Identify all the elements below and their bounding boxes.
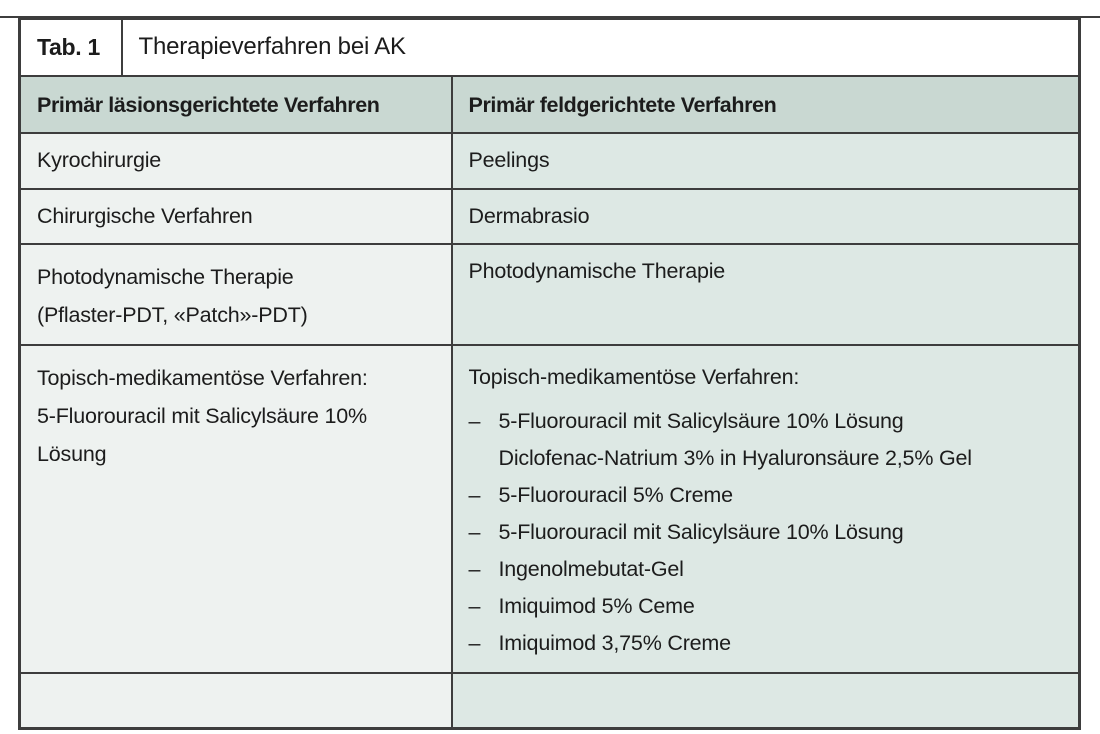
list-item	[469, 440, 1063, 477]
table-caption-label: Tab. 1	[20, 19, 122, 76]
list-item	[469, 588, 1063, 625]
list-item-dash: –	[468, 556, 481, 581]
cell-peelings	[452, 133, 1080, 189]
list-item-dash: –	[468, 519, 481, 544]
list-item-text: Diclofenac-Natrium 3% in Hyaluronsäure 2,5% Gel	[498, 445, 972, 470]
list-intro: Topisch-medikamentöse Verfahren:	[468, 364, 800, 389]
list-item-text: Imiquimod 3,75% Creme	[498, 630, 731, 655]
cell-text-line: (Pflaster-PDT, «Patch»-PDT)	[37, 302, 308, 327]
header-row	[20, 76, 1080, 133]
list-item-text: Ingenolmebutat-Gel	[498, 556, 684, 581]
table-row	[20, 244, 1080, 345]
table-row	[20, 345, 1080, 673]
table-caption-title: Therapieverfahren bei AK	[122, 19, 1080, 76]
cell-text-line: Lösung	[37, 441, 107, 466]
list-item-dash: –	[468, 408, 481, 433]
list-item-text: 5-Fluorouracil mit Salicylsäure 10% Lösung	[498, 519, 904, 544]
column-header-lesion-directed: Primär läsionsgerichtete Verfahren	[20, 76, 452, 133]
cell-text-line: Topisch-medikamentöse Verfahren:	[37, 365, 368, 390]
list-item-dash: –	[468, 482, 481, 507]
list-item	[469, 403, 1063, 440]
table-row	[20, 133, 1080, 189]
therapy-table	[18, 17, 1081, 730]
cell-text-line: Photodynamische Therapie	[37, 264, 294, 289]
cell-topisch-left	[20, 345, 452, 673]
table-row	[20, 189, 1080, 244]
list-item-dash: –	[468, 593, 481, 618]
cell-kyrochirurgie	[20, 133, 452, 189]
list-item-text: 5-Fluorouracil mit Salicylsäure 10% Lösung	[498, 408, 904, 433]
list-item	[469, 551, 1063, 588]
cell-topisch-right	[452, 345, 1080, 673]
cell-laserverfahren	[20, 673, 452, 729]
column-header-field-directed: Primär feldgerichtete Verfahren	[452, 76, 1080, 133]
list-item	[469, 477, 1063, 514]
cell-text: Chirurgische Verfahren	[37, 203, 253, 228]
cell-text: Peelings	[468, 147, 550, 172]
cell-text: Photodynamische Therapie	[468, 258, 726, 283]
list-item	[469, 625, 1063, 662]
cell-text: Kyrochirurgie	[37, 147, 162, 172]
list-item-text: 5-Fluorouracil 5% Creme	[498, 482, 733, 507]
cell-text-line: 5-Fluorouracil mit Salicylsäure 10%	[37, 403, 367, 428]
list-item	[469, 514, 1063, 551]
cell-text: Dermabrasio	[468, 203, 590, 228]
cell-dermabrasio	[452, 189, 1080, 244]
cell-ablative-laserverfahren	[452, 673, 1080, 729]
table-row	[20, 673, 1080, 729]
cell-chirurgische-verfahren	[20, 189, 452, 244]
caption-row	[20, 19, 1080, 76]
cell-pdt-left	[20, 244, 452, 345]
list-item-dash: –	[468, 630, 481, 655]
list-item-text: Imiquimod 5% Ceme	[498, 593, 695, 618]
cell-pdt-right	[452, 244, 1080, 345]
